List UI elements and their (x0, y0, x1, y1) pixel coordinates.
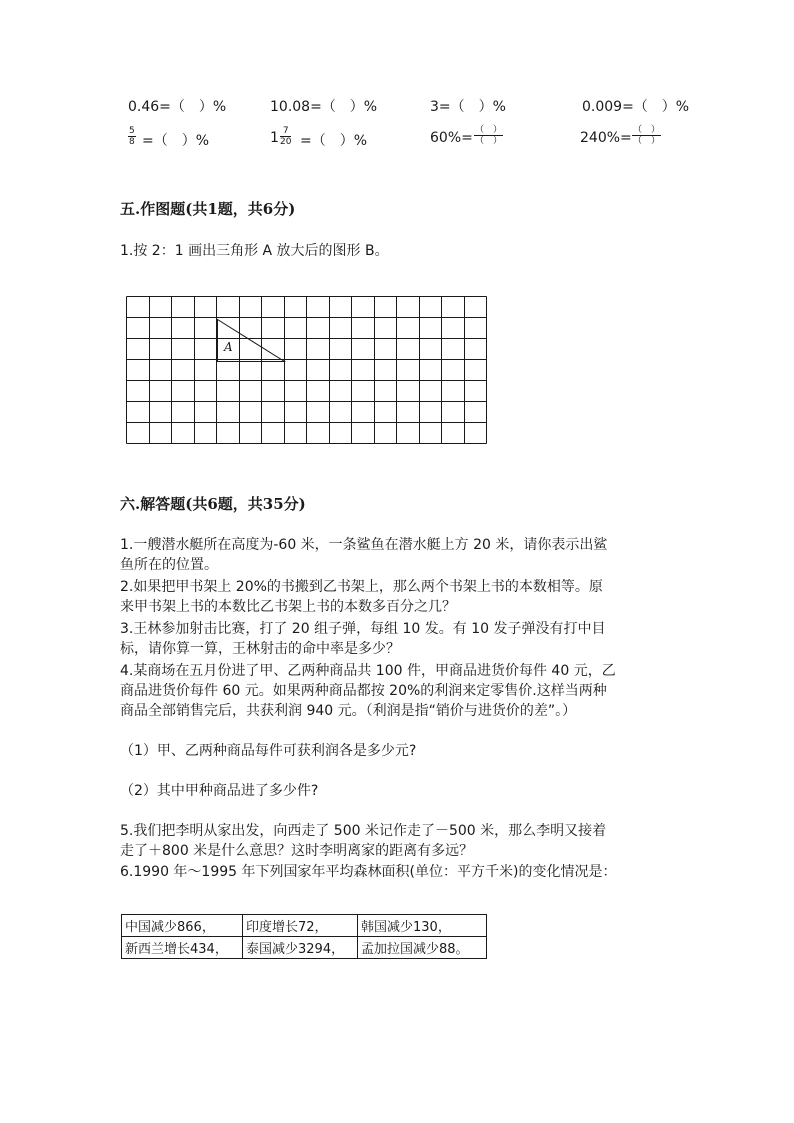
table-cell: 新西兰增长434， (122, 937, 243, 959)
grid-svg (126, 296, 487, 446)
table-cell: 韩国减少130， (358, 915, 487, 937)
question-6-2-line2: 来甲书架上书的本数比乙书架上书的本数多百分之几？ (120, 599, 456, 615)
table-row (122, 915, 487, 937)
forest-area-table (121, 914, 487, 959)
question-6-3-line1: 3.王林参加射击比赛，打了 20 组子弹，每组 10 发。有 10 发子弹没有打中目 (120, 621, 606, 637)
fraction-blank-60: （ ） （ ） (475, 125, 503, 146)
question-6-4-sub1: （1）甲、乙两种商品每件可获利润各是多少元? (120, 743, 417, 759)
fraction-blank-240: （ ） （ ） (633, 125, 661, 146)
question-6-4-sub2: （2）其中甲种商品进了多少件? (120, 783, 319, 799)
conversion-4: 0.009=（ ）% (582, 99, 690, 115)
table-cell: 泰国减少3294， (243, 937, 358, 959)
question-6-5-line2: 走了＋800 米是什么意思？这时李明离家的距离有多远？ (120, 843, 474, 859)
section-heading-6: 六.解答题(共6题，共35分) (120, 495, 306, 513)
question-6-5-line1: 5.我们把李明从家出发，向西走了 500 米记作走了－500 米，那么李明又接着 (120, 823, 607, 839)
fraction-5-8: $\frac{5}{8}$ (129, 126, 135, 147)
conversion-2: 10.08=（ ）% (270, 99, 378, 115)
question-6-6-line1: 6.1990 年～1995 年下列国家年平均森林面积(单位：平方千米)的变化情况是： (120, 864, 617, 880)
table-cell: 中国减少866， (122, 915, 243, 937)
question-5-1: 1.按 2：1 画出三角形 A 放大后的图形 B。 (120, 243, 389, 259)
table-cell: 印度增长72， (243, 915, 358, 937)
question-6-1-line1: 1.一艘潜水艇所在高度为-60 米，一条鲨鱼在潜水艇上方 20 米，请你表示出鲨 (120, 537, 608, 553)
conversion-3: 3=（ ）% (430, 99, 506, 115)
question-6-1-line2: 鱼所在的位置。 (120, 557, 218, 573)
question-6-2-line1: 2.如果把甲书架上 20%的书搬到乙书架上，那么两个书架上书的本数相等。原 (120, 579, 603, 595)
question-6-4-line3: 商品全部销售完后，共获利润 940 元。（利润是指“销价与进货价的差”。） (120, 703, 577, 719)
triangle-label: A (224, 340, 233, 354)
fraction-7-20: $\frac{7}{20}$ (280, 126, 292, 147)
section-heading-5: 五.作图题(共1题，共6分) (120, 200, 296, 218)
conversion-1: 0.46=（ ）% (128, 99, 227, 115)
table-cell: 孟加拉国减少88。 (358, 937, 487, 959)
table-row (122, 937, 487, 959)
drawing-grid (126, 296, 487, 446)
question-6-4-line2: 商品进货价每件 60 元。如果两种商品都按 20%的利润来定零售价.这样当两种 (120, 683, 607, 699)
question-6-4-line1: 4.某商场在五月份进了甲、乙两种商品共 100 件，甲商品进货价每件 40 元，乙 (120, 663, 616, 679)
question-6-3-line2: 标，请你算一算，王林射击的命中率是多少？ (120, 641, 400, 657)
